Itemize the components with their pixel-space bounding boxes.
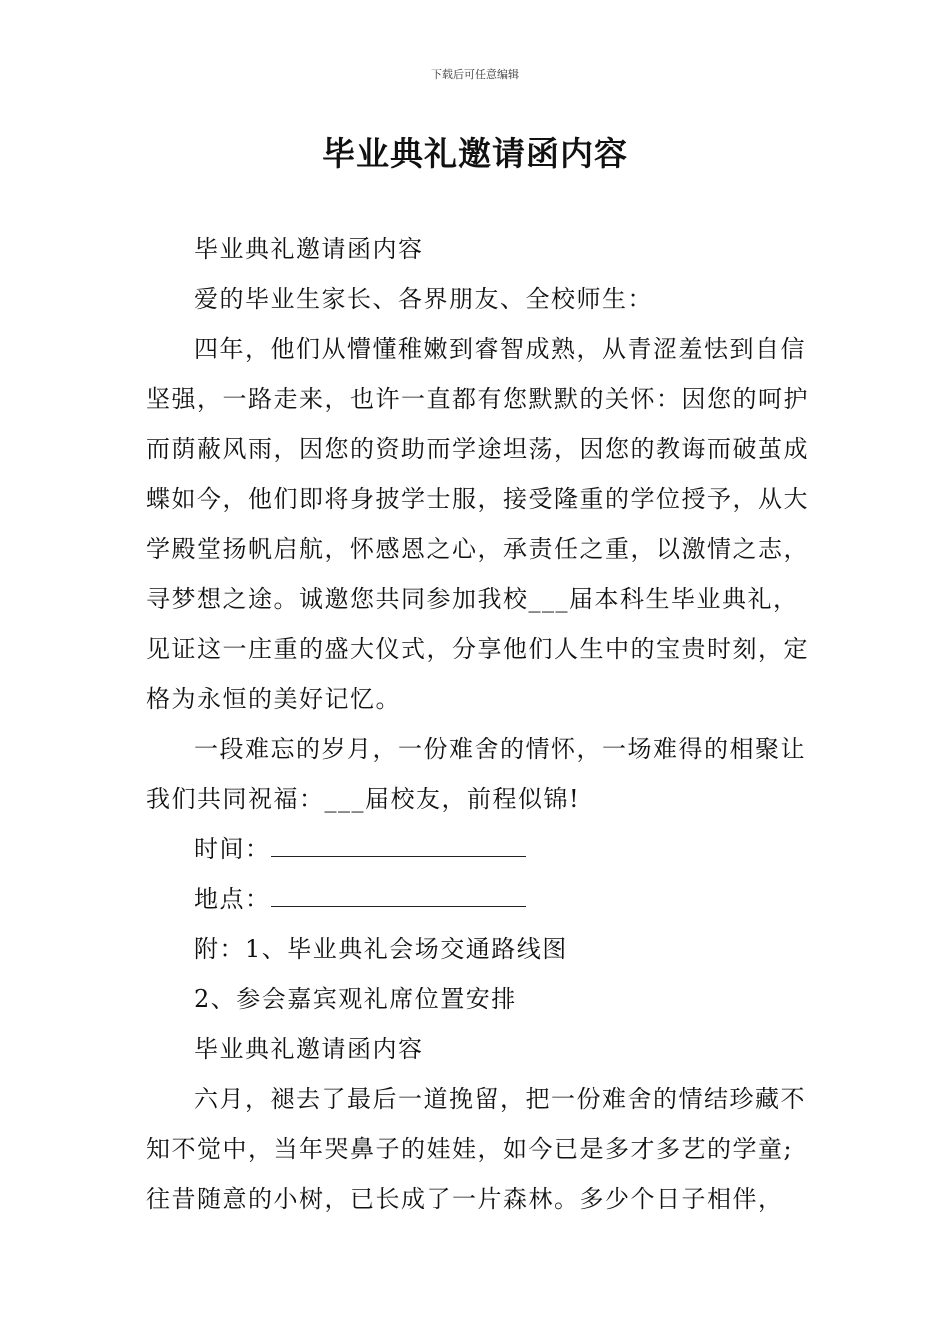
paragraph-heading: 毕业典礼邀请函内容 — [194, 235, 424, 263]
place-label: 地点： — [194, 885, 271, 913]
time-line — [146, 824, 810, 874]
document-body — [146, 224, 810, 1224]
paragraph-main: 四年，他们从懵懂稚嫩到睿智成熟，从青涩羞怯到自信坚强，一路走来，也许一直都有您默默的关怀：因您的呵护而荫蔽风雨，因您的资助而学途坦荡，因您的教诲而破茧成蝶如今，他们即将身披学士服，接受隆重的学位授予，从大学殿堂扬帆启航，怀感恩之心，承责任之重，以激情之志，寻梦想之途。诚邀您共同参加我校___届本科生毕业典礼，见证这一庄重的盛大仪式，分享他们人生中的宝贵时刻，定格为永恒的美好记忆。 — [146, 335, 809, 713]
paragraph-blessing: 一段难忘的岁月，一份难舍的情怀，一场难得的相聚让我们共同祝福：___届校友，前程似锦! — [146, 735, 806, 813]
place-line — [146, 874, 810, 924]
place-blank — [271, 880, 526, 907]
attachment-1: 附：1、毕业典礼会场交通路线图 — [194, 935, 568, 963]
paragraph-heading-2: 毕业典礼邀请函内容 — [194, 1035, 424, 1063]
document-title: 毕业典礼邀请函内容 — [322, 134, 628, 173]
header-note: 下载后可任意编辑 — [431, 68, 519, 81]
attachment-2: 2、参会嘉宾观礼席位置安排 — [194, 985, 517, 1013]
paragraph-salutation: 爱的毕业生家长、各界朋友、全校师生： — [194, 285, 653, 313]
paragraph-june: 六月，褪去了最后一道挽留，把一份难舍的情结珍藏不知不觉中，当年哭鼻子的娃娃，如今已是多才多艺的学童;往昔随意的小树，已长成了一片森林。多少个日子相伴， — [146, 1085, 806, 1213]
time-label: 时间： — [194, 835, 271, 863]
time-blank — [271, 830, 526, 857]
